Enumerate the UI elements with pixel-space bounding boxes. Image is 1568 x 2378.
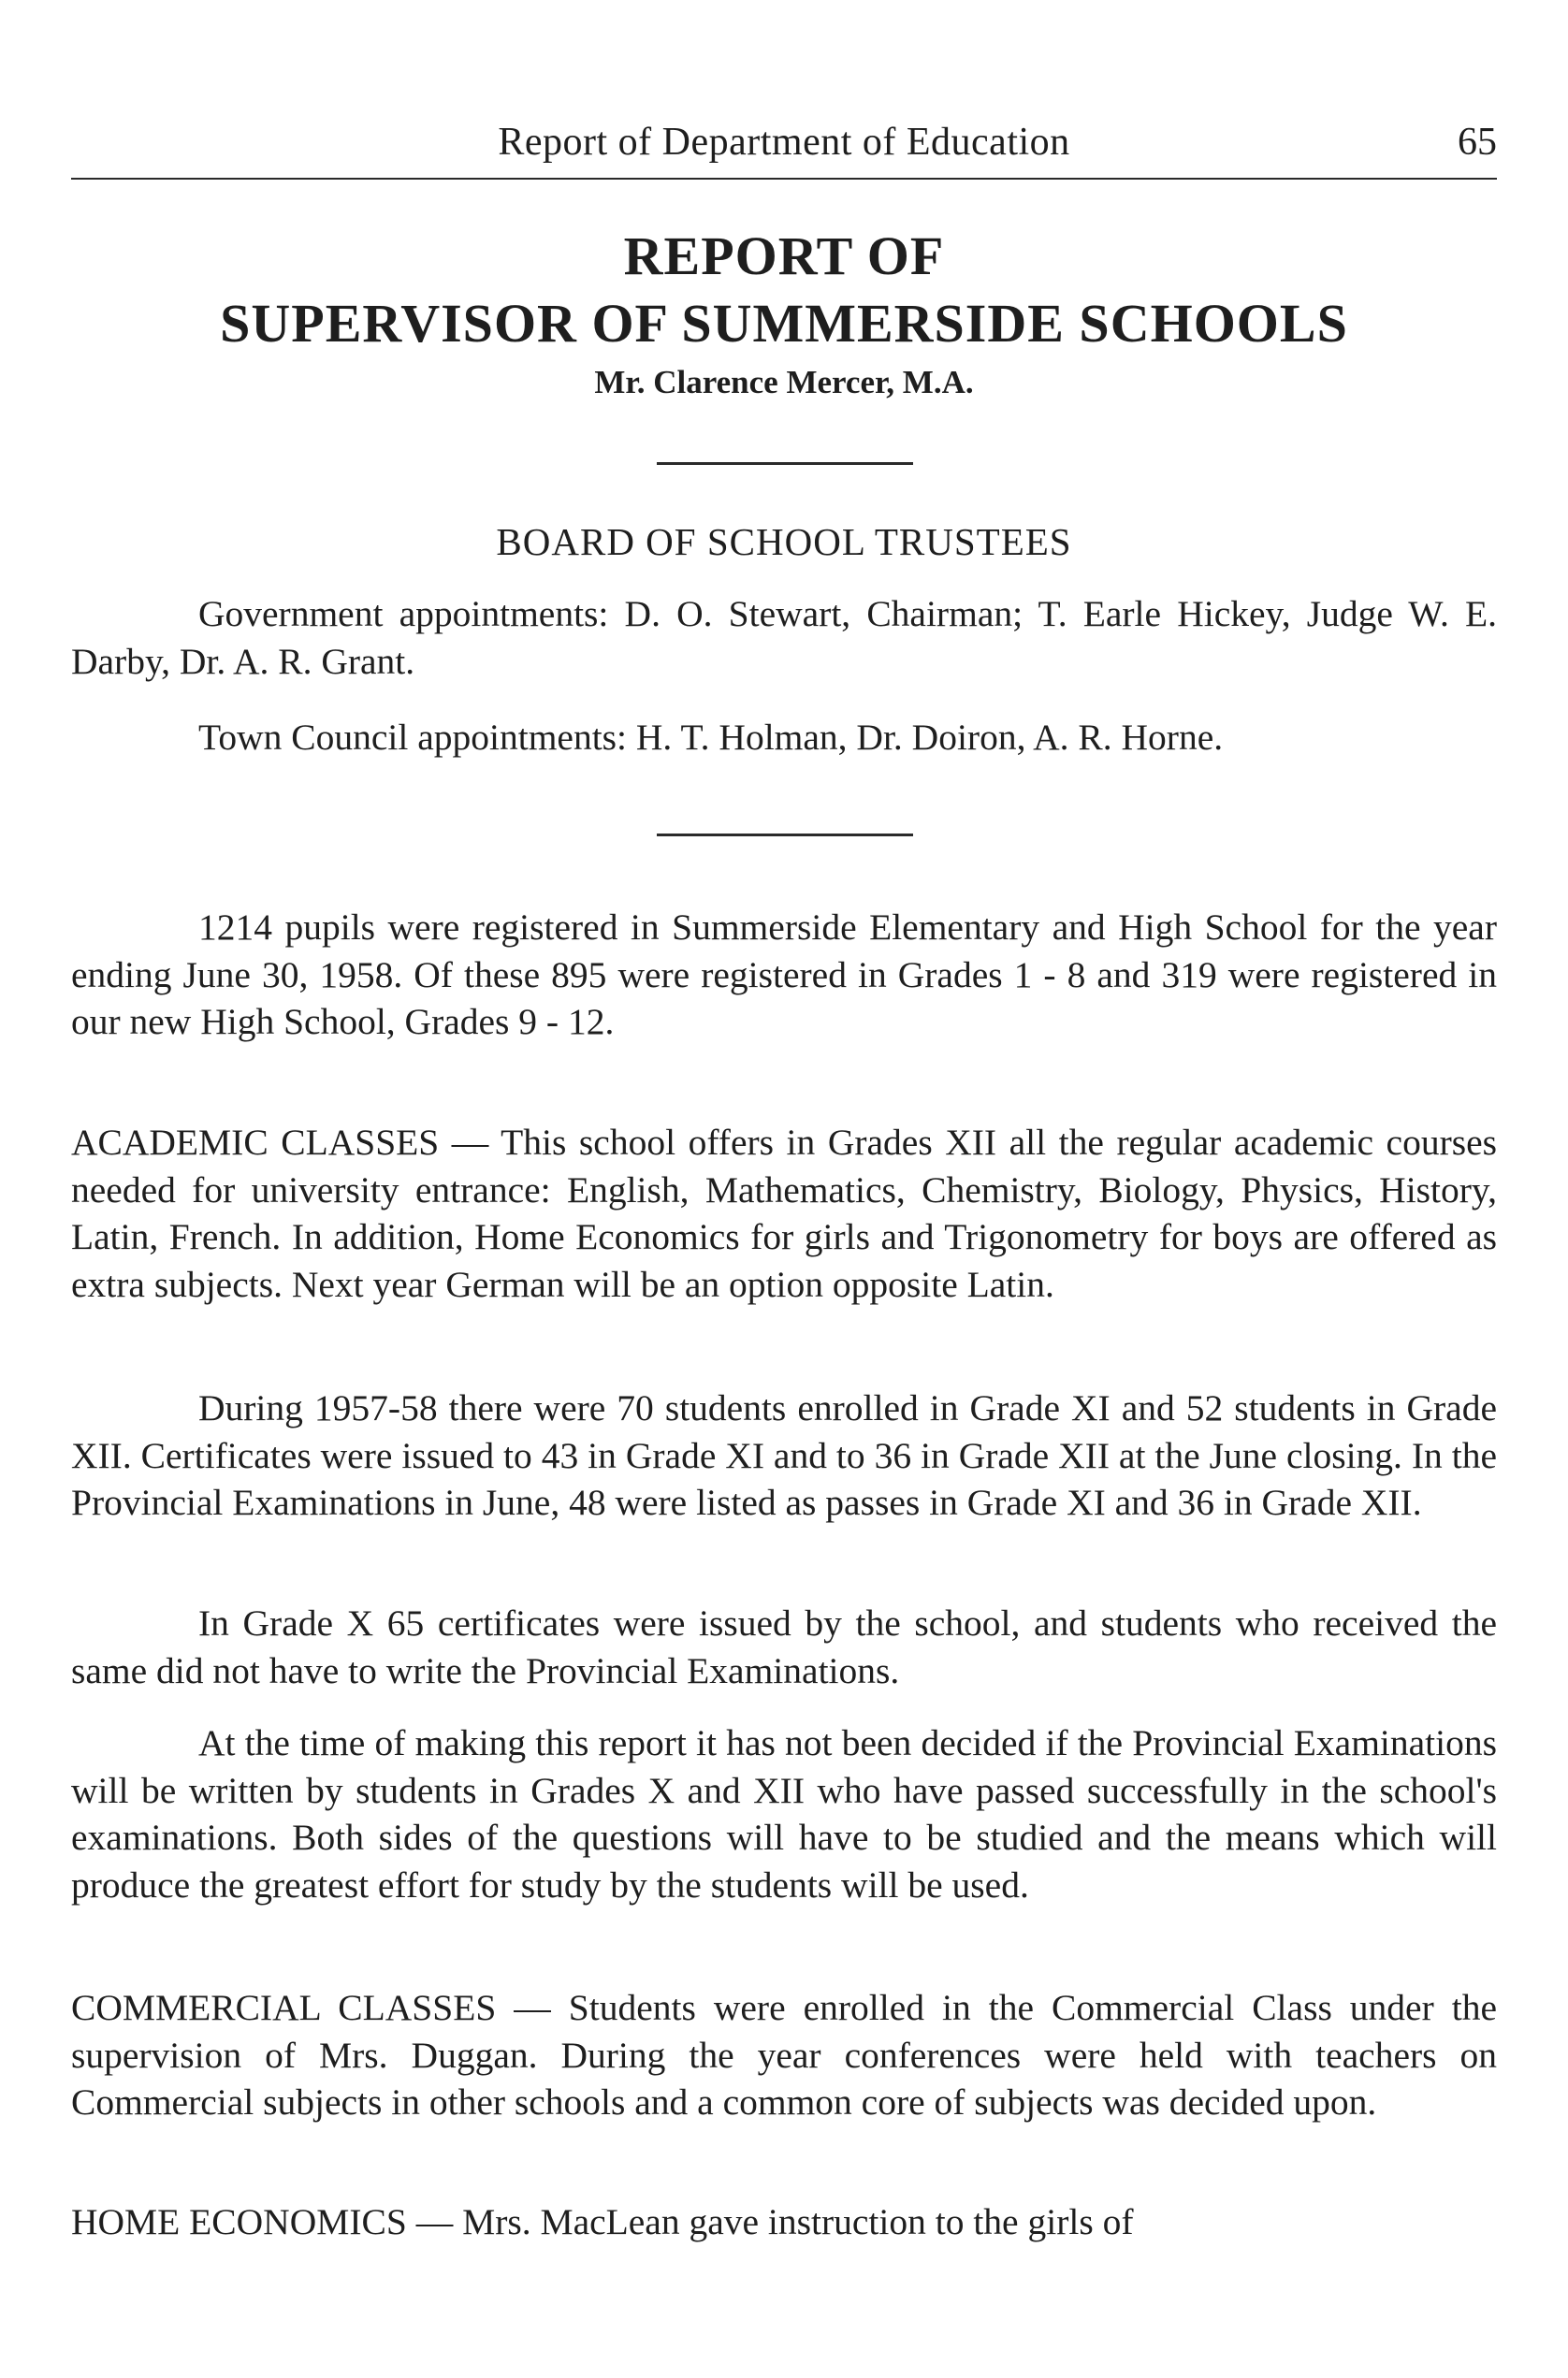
page-number: 65 — [1458, 121, 1497, 164]
board-heading: BOARD OF SCHOOL TRUSTEES — [496, 520, 1072, 563]
running-header — [71, 120, 1497, 172]
registration-paragraph: 1214 pupils were registered in Summerside Elementary and High School for the year ending June 30, 1958. Of these 895 were registered in Grades 1 - 8 and 319 were registered in our new High School, Grades 9 - 12. — [71, 906, 1497, 1042]
town-council-appointments: Town Council appointments: H. T. Holman, Dr. Doiron, A. R. Horne. — [198, 717, 1224, 758]
report-title-line-2: SUPERVISOR OF SUMMERSIDE SCHOOLS — [220, 293, 1348, 354]
commercial-classes-paragraph: COMMERCIAL CLASSES — Students were enrolled in the Commercial Class under the supervision of Mrs. Duggan. During the year conferences were held with teachers on Commercial subjects in other schools and a common core of subjects was decided upon. — [71, 1987, 1497, 2123]
grade-x-paragraph: In Grade X 65 certificates were issued by the school, and students who received the same did not have to write the Provincial Examinations. — [71, 1602, 1497, 1691]
running-title: Report of Department of Education — [498, 121, 1070, 164]
section-divider — [657, 834, 913, 836]
report-title-line-1: REPORT OF — [623, 225, 945, 286]
government-appointments: Government appointments: D. O. Stewart, Chairman; T. Earle Hickey, Judge W. E. Darby, Dr. A. R. Grant. — [71, 593, 1497, 682]
enrollment-paragraph: During 1957-58 there were 70 students enrolled in Grade XI and 52 students in Grade XII. Certificates were issued to 43 in Grade XI and to 36 in Grade XII at the June closing. In the Provincial Examinations in June, 48 were listed as passes in Grade XI and 36 in Grade XII. — [71, 1387, 1497, 1523]
provincial-exams-paragraph: At the time of making this report it has not been decided if the Provincial Examinations will be written by students in Grades X and XII who have passed successfully in the school's examinations. Both sides of the questions will have to be studied and the means which will produce the greatest effort for study by the students will be used. — [71, 1722, 1497, 1906]
academic-classes-paragraph: ACADEMIC CLASSES — This school offers in Grades XII all the regular academic courses needed for university entrance: English, Mathematics, Chemistry, Biology, Physics, History, Latin, French. In addition, Home Economics for girls and Trigonometry for boys are offered as extra subjects. Next year German will be an option opposite Latin. — [71, 1122, 1497, 1305]
home-economics-paragraph: HOME ECONOMICS — Mrs. MacLean gave instruction to the girls of — [71, 2201, 1134, 2242]
header-rule — [71, 178, 1497, 180]
title-block — [71, 223, 1497, 406]
author-name: Mr. Clarence Mercer, M.A. — [594, 364, 974, 400]
section-divider — [657, 462, 913, 465]
